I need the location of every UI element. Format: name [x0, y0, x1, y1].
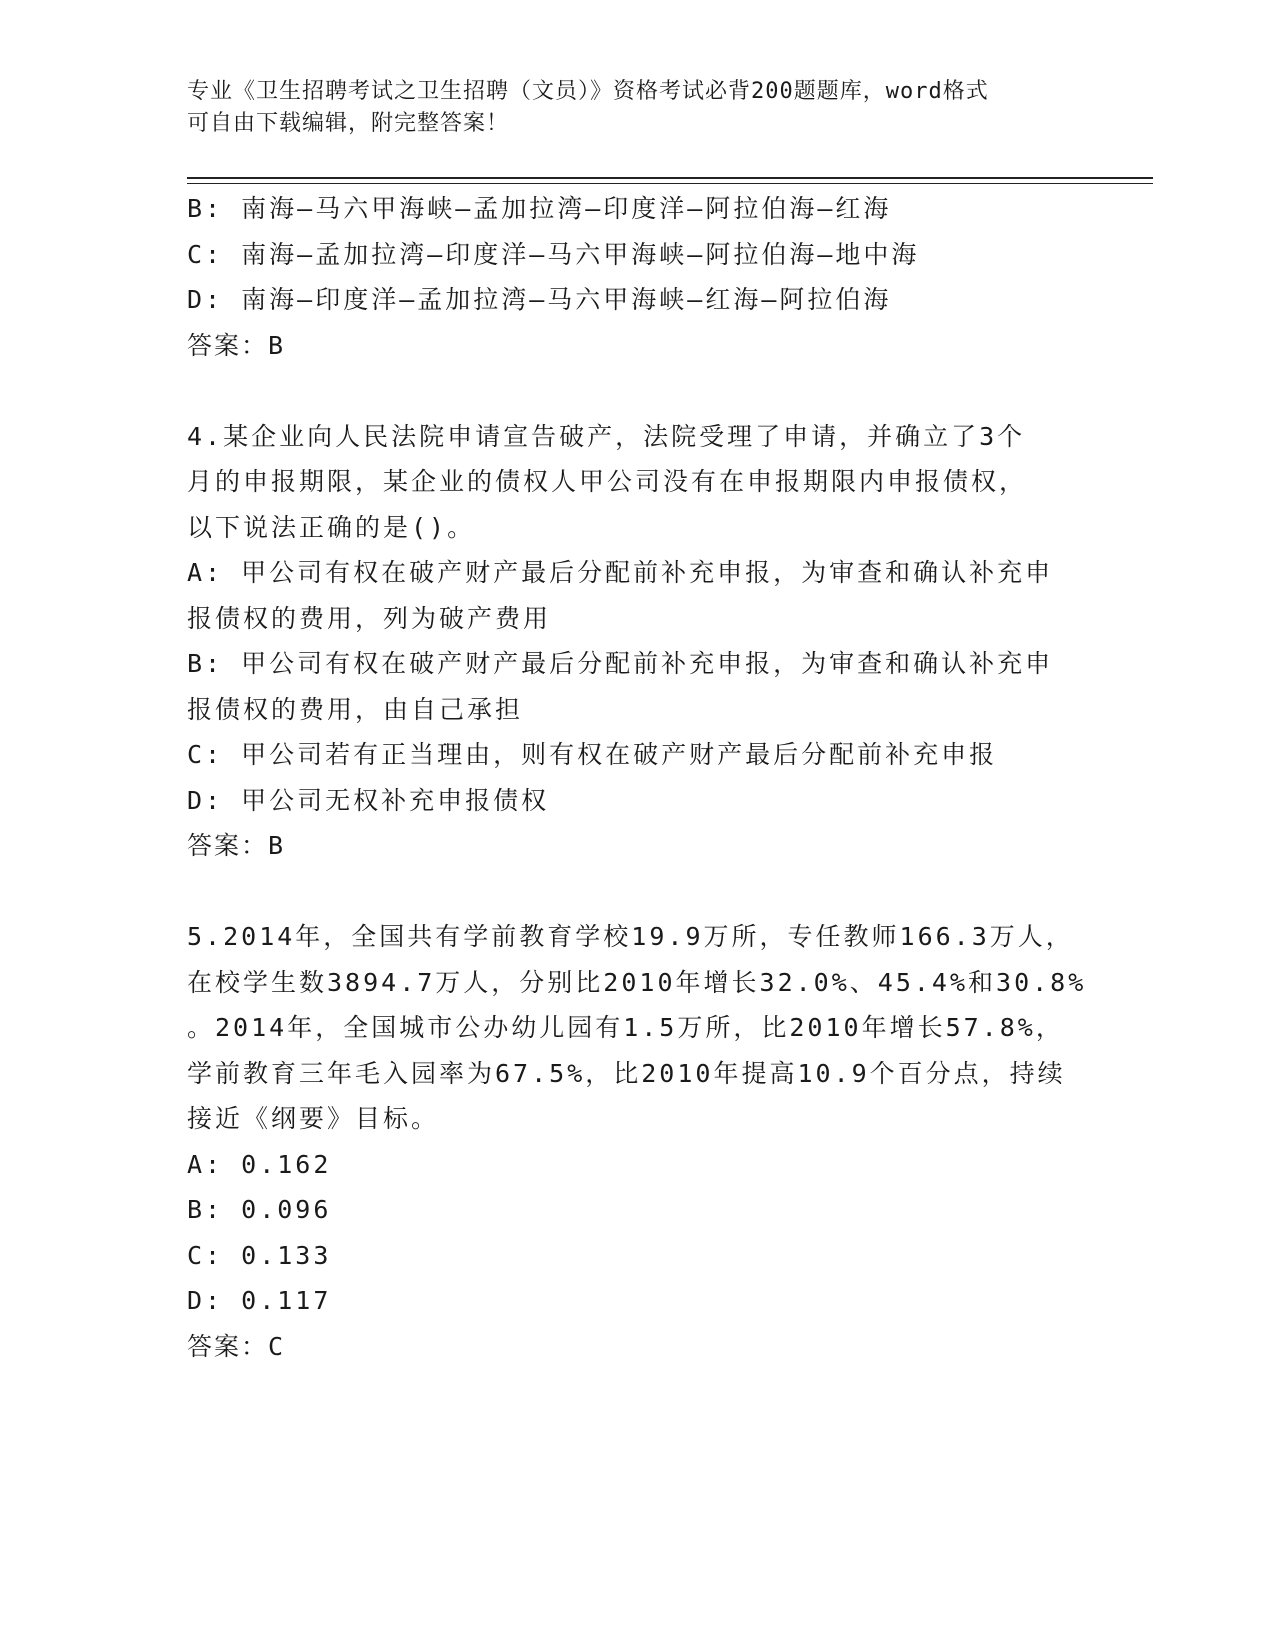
q5-stem-line-4: 学前教育三年毛入园率为67.5%，比2010年提高10.9个百分点，持续 — [187, 1058, 1066, 1088]
q5-option-a: A: 0.162 — [187, 1149, 332, 1179]
header-line-1: 专业《卫生招聘考试之卫生招聘（文员）》资格考试必背200题题库，word格式 — [187, 79, 989, 104]
q4-stem-line-2: 月的申报期限，某企业的债权人甲公司没有在申报期限内申报债权， — [187, 467, 1028, 496]
q3-option-b: B: 南海—马六甲海峡—孟加拉湾—印度洋—阿拉伯海—红海 — [187, 194, 892, 223]
q5-stem-line-1: 5.2014年，全国共有学前教育学校19.9万所，专任教师166.3万人， — [187, 922, 1074, 951]
q3-option-d: D: 南海—印度洋—孟加拉湾—马六甲海峡—红海—阿拉伯海 — [187, 285, 892, 314]
q4-stem-line-1: 4.某企业向人民法院申请宣告破产，法院受理了申请，并确立了3个 — [187, 421, 1026, 451]
q5-option-d: D: 0.117 — [187, 1286, 332, 1315]
header-rule-thick — [187, 177, 1153, 179]
q5-answer: 答案：C — [187, 1331, 286, 1361]
q4-option-d: D: 甲公司无权补充申报债权 — [187, 785, 550, 815]
q5-stem-line-2: 在校学生数3894.7万人，分别比2010年增长32.0%、45.4%和30.8% — [187, 967, 1087, 997]
q5-option-b: B: 0.096 — [187, 1195, 332, 1224]
spacer — [187, 368, 1087, 414]
q5-stem-line-3: 。2014年，全国城市公办幼儿园有1.5万所，比2010年增长57.8%， — [187, 1013, 1064, 1042]
q5-stem-line-5: 接近《纲要》目标。 — [187, 1104, 440, 1133]
q3-option-c: C: 南海—孟加拉湾—印度洋—马六甲海峡—阿拉伯海—地中海 — [187, 239, 920, 269]
header-rule-thin — [187, 183, 1153, 184]
q4-stem-line-3: 以下说法正确的是()。 — [187, 512, 476, 542]
header-line-2: 可自由下载编辑，附完整答案！ — [187, 111, 510, 136]
document-header — [187, 76, 1087, 140]
q5-option-c: C: 0.133 — [187, 1240, 332, 1270]
q3-answer: 答案：B — [187, 330, 286, 360]
q4-option-a-line-1: A: 甲公司有权在破产财产最后分配前补充申报，为审查和确认补充申 — [187, 558, 1054, 587]
q4-option-a-line-2: 报债权的费用，列为破产费用 — [187, 603, 552, 633]
q4-option-b-line-2: 报债权的费用，由自己承担 — [187, 694, 524, 724]
spacer — [187, 869, 1087, 915]
q4-answer: 答案：B — [187, 831, 286, 860]
q4-option-b-line-1: B: 甲公司有权在破产财产最后分配前补充申报，为审查和确认补充申 — [187, 649, 1054, 678]
document-body — [187, 186, 1087, 1369]
q4-option-c: C: 甲公司若有正当理由，则有权在破产财产最后分配前补充申报 — [187, 740, 998, 769]
